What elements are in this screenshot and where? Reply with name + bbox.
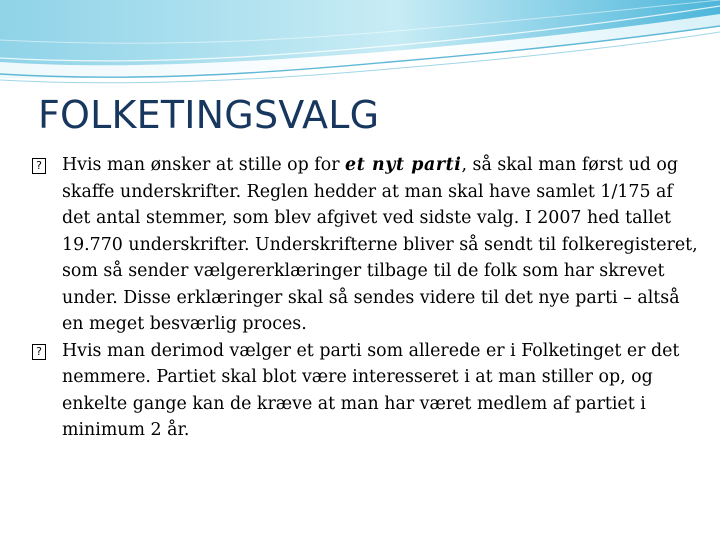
bullet-paragraph — [32, 152, 702, 338]
slide-title: FOLKETINGSVALG — [38, 93, 380, 137]
bullet-paragraph — [32, 338, 702, 444]
placeholder-box-icon: ? — [32, 152, 62, 179]
paragraph-text: Hvis man derimod vælger et parti som allerede er i Folketinget er det nemmere. Partiet skal blot være interesseret i at man stiller op, og enkelte gange kan de kræve at man har været medlem af partiet i minimum 2 år. — [62, 340, 680, 440]
paragraph-text — [62, 152, 702, 338]
decorative-wave-banner — [0, 0, 720, 90]
paragraph-text-start: Hvis man ønsker at stille op for — [62, 155, 346, 175]
slide-body — [32, 152, 702, 444]
emphasized-phrase: et nyt parti — [345, 155, 462, 175]
placeholder-box-icon: ? — [32, 338, 62, 365]
paragraph-text-end: , så skal man først ud og skaffe underskrifter. Reglen hedder at man skal have samlet 1/175 af det antal stemmer, som blev afgivet ved sidste valg. I 2007 hed tallet 19.770 underskrifter. Underskrifterne bliver så sendt til folkeregisteret, som så sender vælgererklæringer tilbage til de folk som har skrevet under. Disse erklæringer skal så sendes videre til det nye parti – altså en meget besværlig proces. — [62, 155, 698, 334]
